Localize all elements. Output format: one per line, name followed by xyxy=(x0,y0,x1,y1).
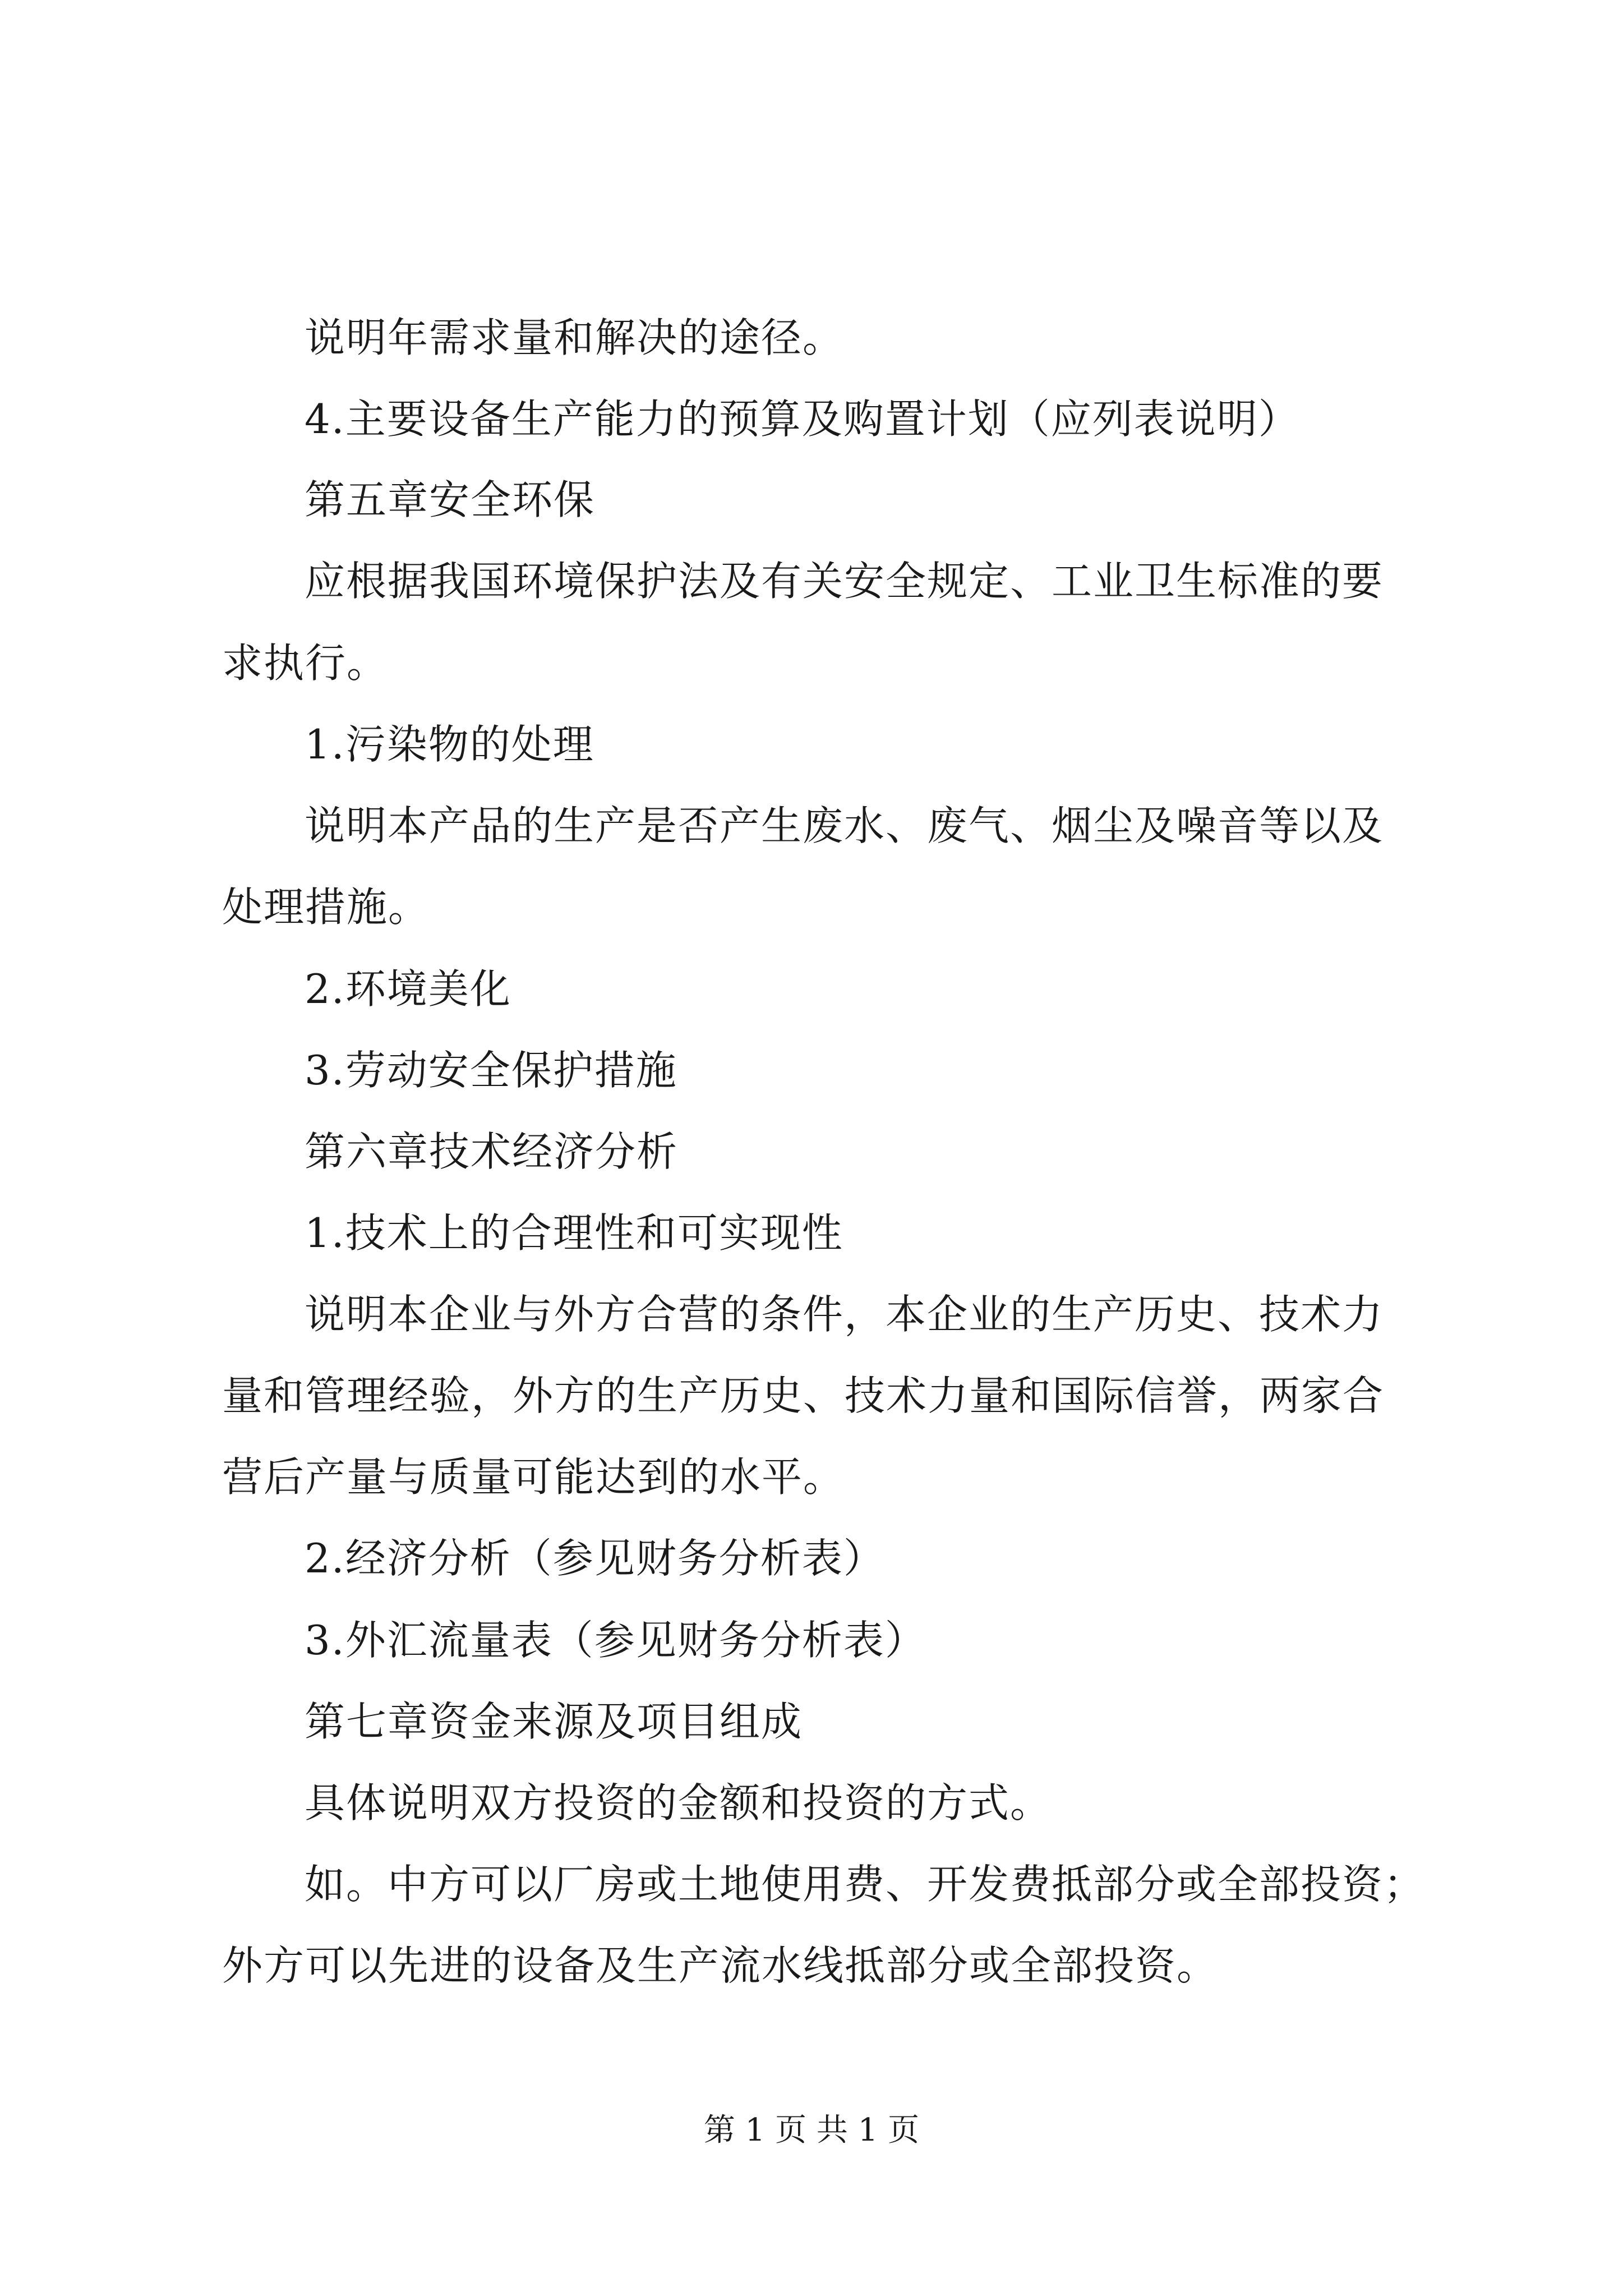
chapter-heading: 第六章技术经济分析 xyxy=(305,1128,679,1175)
chapter-heading: 第七章资金来源及项目组成 xyxy=(305,1698,803,1745)
text-line: 3.外汇流量表（参见财务分析表） xyxy=(305,1617,926,1664)
text-line: 处理措施。 xyxy=(222,884,430,931)
text-line: 3.劳动安全保护措施 xyxy=(305,1047,677,1094)
text-line: 量和管理经验，外方的生产历史、技术力量和国际信誉，两家合 xyxy=(222,1372,1385,1419)
text-line: 应根据我国环境保护法及有关安全规定、工业卫生标准的要 xyxy=(305,558,1384,605)
chapter-heading: 第五章安全环保 xyxy=(305,476,596,523)
text-line: 外方可以先进的设备及生产流水线抵部分或全部投资。 xyxy=(222,1942,1219,1989)
text-line: 1.污染物的处理 xyxy=(305,721,594,768)
text-line: 营后产量与质量可能达到的水平。 xyxy=(222,1453,845,1501)
text-line: 求执行。 xyxy=(222,639,389,687)
text-line: 说明本产品的生产是否产生废水、废气、烟尘及噪音等以及 xyxy=(305,802,1384,849)
page-number-footer: 第 1 页 共 1 页 xyxy=(703,2112,920,2148)
text-line: 如。中方可以厂房或土地使用费、开发费抵部分或全部投资； xyxy=(305,1861,1426,1908)
text-line: 说明年需求量和解决的途径。 xyxy=(305,314,845,361)
text-line: 具体说明双方投资的金额和投资的方式。 xyxy=(305,1779,1052,1826)
text-line: 2.经济分析（参见财务分析表） xyxy=(305,1535,885,1582)
text-line: 4.主要设备生产能力的预算及购置计划（应列表说明） xyxy=(305,395,1300,443)
text-line: 2.环境美化 xyxy=(305,965,511,1013)
text-line: 1.技术上的合理性和可实现性 xyxy=(305,1209,843,1257)
text-line: 说明本企业与外方合营的条件，本企业的生产历史、技术力 xyxy=(305,1291,1384,1338)
